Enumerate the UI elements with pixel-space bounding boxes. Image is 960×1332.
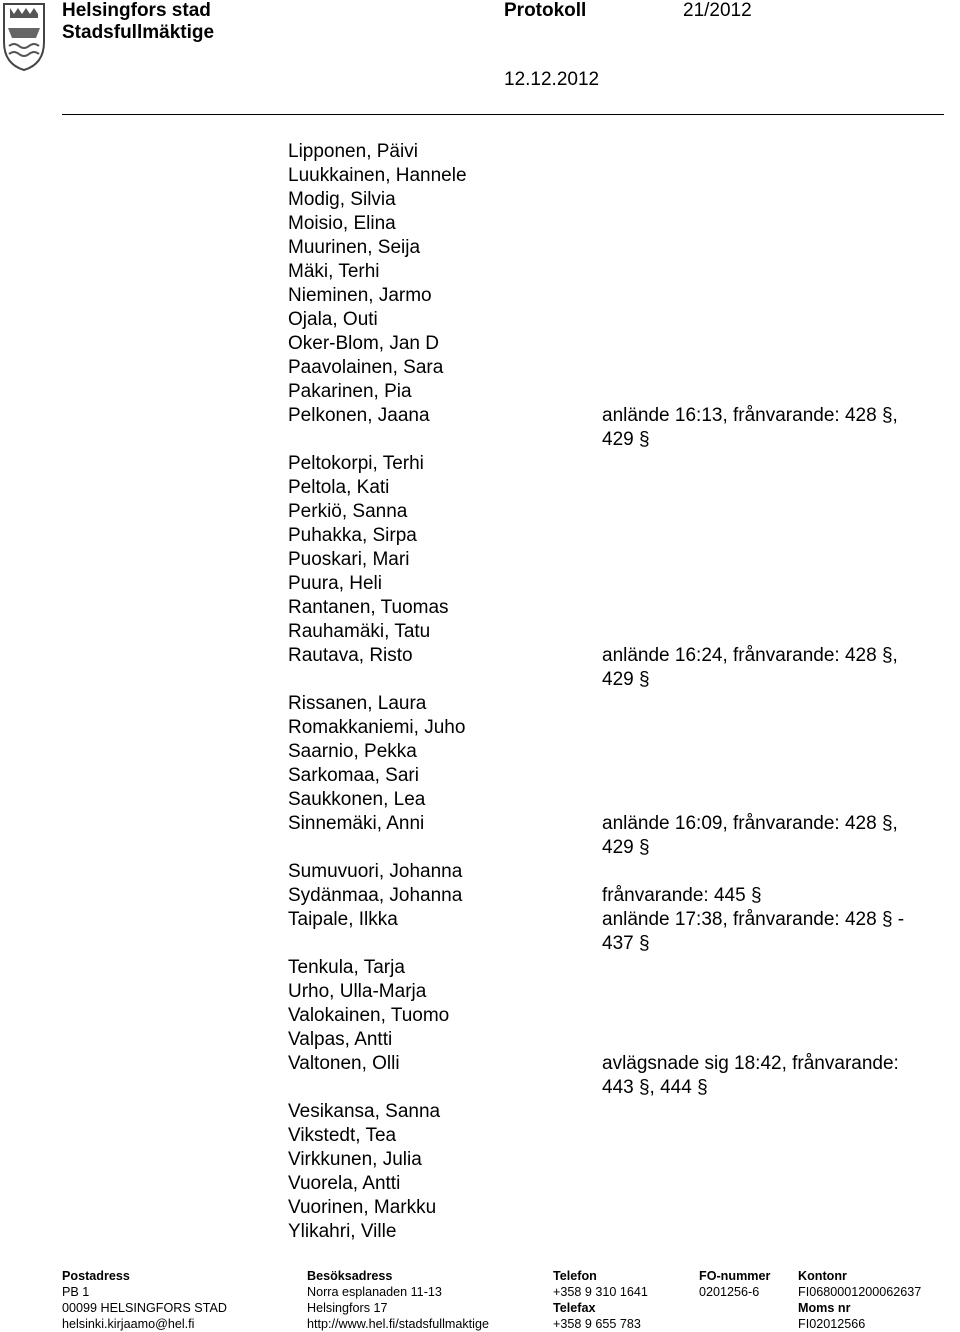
member-name: Urho, Ulla-Marja (288, 981, 427, 1002)
member-row (0, 860, 960, 884)
member-row (0, 380, 960, 404)
member-row (0, 788, 960, 812)
member-name: Rautava, Risto (288, 645, 413, 666)
member-row (0, 596, 960, 620)
org-name: Helsingfors stad (62, 0, 211, 21)
member-row (0, 1004, 960, 1028)
member-name: Perkiö, Sanna (288, 501, 408, 522)
member-name: Vikstedt, Tea (288, 1125, 397, 1146)
member-name: Oker-Blom, Jan D (288, 333, 439, 354)
member-row (0, 1100, 960, 1124)
member-row (0, 1052, 960, 1100)
member-name: Saukkonen, Lea (288, 789, 426, 810)
member-row (0, 692, 960, 716)
footer-postal-line: 00099 HELSINGFORS STAD (62, 1301, 227, 1315)
member-row (0, 572, 960, 596)
footer-fo (699, 1268, 770, 1300)
member-name: Modig, Silvia (288, 189, 396, 210)
body-name: Stadsfullmäktige (62, 22, 215, 43)
helsinki-crest-icon (2, 2, 46, 72)
member-name: Valtonen, Olli (288, 1053, 400, 1074)
member-row (0, 1196, 960, 1220)
footer-visit (307, 1268, 489, 1332)
member-name: Tenkula, Tarja (288, 957, 405, 978)
member-row (0, 1220, 960, 1244)
member-name: Saarnio, Pekka (288, 741, 417, 762)
attendance-note: anlände 16:24, frånvarande: 428 §, 429 § (602, 645, 898, 690)
footer-fax-label: Telefax (553, 1301, 596, 1315)
member-row (0, 236, 960, 260)
attendance-note: anlände 16:09, frånvarande: 428 §, 429 § (602, 813, 898, 858)
footer-vat-label: Moms nr (798, 1301, 851, 1315)
member-row (0, 1172, 960, 1196)
member-name: Paavolainen, Sara (288, 357, 444, 378)
member-row (0, 812, 960, 860)
footer-postal (62, 1268, 227, 1332)
member-name: Puoskari, Mari (288, 549, 410, 570)
footer-visit-line: Helsingfors 17 (307, 1301, 388, 1315)
member-row (0, 740, 960, 764)
member-roster (0, 140, 960, 1244)
footer-postal-line: PB 1 (62, 1285, 90, 1299)
footer-phone-label: Telefon (553, 1269, 597, 1283)
member-name: Muurinen, Seija (288, 237, 421, 258)
member-row (0, 908, 960, 956)
member-name: Pakarinen, Pia (288, 381, 412, 402)
header-divider (62, 114, 944, 115)
member-row (0, 1148, 960, 1172)
member-name: Puura, Heli (288, 573, 382, 594)
doc-number: 21/2012 (683, 0, 752, 21)
member-name: Ylikahri, Ville (288, 1221, 397, 1242)
footer-phone (553, 1268, 648, 1332)
footer-fo-label: FO-nummer (699, 1269, 771, 1283)
member-row (0, 140, 960, 164)
attendance-note: frånvarande: 445 § (602, 885, 762, 906)
footer-account-label: Kontonr (798, 1269, 847, 1283)
member-row (0, 164, 960, 188)
meeting-date: 12.12.2012 (504, 69, 600, 90)
member-name: Lipponen, Päivi (288, 141, 418, 162)
member-name: Sarkomaa, Sari (288, 765, 419, 786)
member-name: Puhakka, Sirpa (288, 525, 417, 546)
member-row (0, 404, 960, 452)
member-name: Rantanen, Tuomas (288, 597, 449, 618)
member-name: Pelkonen, Jaana (288, 405, 430, 426)
member-name: Luukkainen, Hannele (288, 165, 467, 186)
footer-visit-label: Besöksadress (307, 1269, 393, 1283)
member-row (0, 980, 960, 1004)
member-name: Valpas, Antti (288, 1029, 393, 1050)
member-name: Virkkunen, Julia (288, 1149, 422, 1170)
member-row (0, 524, 960, 548)
footer-postal-label: Postadress (62, 1269, 130, 1283)
footer-fo-value: 0201256-6 (699, 1285, 760, 1299)
footer-website-link[interactable]: http://www.hel.fi/stadsfullmaktige (307, 1317, 489, 1331)
member-row (0, 620, 960, 644)
member-row (0, 716, 960, 740)
member-row (0, 884, 960, 908)
member-row (0, 356, 960, 380)
member-name: Taipale, Ilkka (288, 909, 398, 930)
member-row (0, 308, 960, 332)
member-row (0, 956, 960, 980)
member-name: Romakkaniemi, Juho (288, 717, 466, 738)
member-row (0, 1028, 960, 1052)
member-name: Nieminen, Jarmo (288, 285, 432, 306)
footer-vat-value: FI02012566 (798, 1317, 866, 1331)
member-row (0, 548, 960, 572)
attendance-note: avlägsnade sig 18:42, frånvarande: 443 §, 444 § (602, 1053, 899, 1098)
footer-account (798, 1268, 921, 1332)
doc-type: Protokoll (504, 0, 587, 21)
member-name: Sumuvuori, Johanna (288, 861, 463, 882)
member-name: Mäki, Terhi (288, 261, 380, 282)
member-name: Sinnemäki, Anni (288, 813, 425, 834)
member-row (0, 644, 960, 692)
member-row (0, 260, 960, 284)
member-row (0, 500, 960, 524)
footer-phone-value: +358 9 310 1641 (553, 1285, 648, 1299)
member-name: Vesikansa, Sanna (288, 1101, 441, 1122)
member-name: Rissanen, Laura (288, 693, 427, 714)
member-row (0, 332, 960, 356)
member-row (0, 212, 960, 236)
member-row (0, 452, 960, 476)
attendance-note: anlände 16:13, frånvarande: 428 §, 429 § (602, 405, 898, 450)
member-name: Sydänmaa, Johanna (288, 885, 463, 906)
member-row (0, 1124, 960, 1148)
member-name: Peltola, Kati (288, 477, 390, 498)
attendance-note: anlände 17:38, frånvarande: 428 § - 437 § (602, 909, 905, 954)
member-name: Ojala, Outi (288, 309, 378, 330)
footer-visit-line: Norra esplanaden 11-13 (307, 1285, 442, 1299)
member-row (0, 188, 960, 212)
member-name: Vuorela, Antti (288, 1173, 401, 1194)
member-name: Vuorinen, Markku (288, 1197, 437, 1218)
member-row (0, 476, 960, 500)
member-name: Valokainen, Tuomo (288, 1005, 450, 1026)
footer-fax-value: +358 9 655 783 (553, 1317, 641, 1331)
member-name: Moisio, Elina (288, 213, 396, 234)
footer-account-value: FI0680001200062637 (798, 1285, 922, 1299)
member-name: Peltokorpi, Terhi (288, 453, 424, 474)
member-row (0, 764, 960, 788)
member-name: Rauhamäki, Tatu (288, 621, 431, 642)
member-row (0, 284, 960, 308)
footer-email-link[interactable]: helsinki.kirjaamo@hel.fi (62, 1317, 195, 1331)
